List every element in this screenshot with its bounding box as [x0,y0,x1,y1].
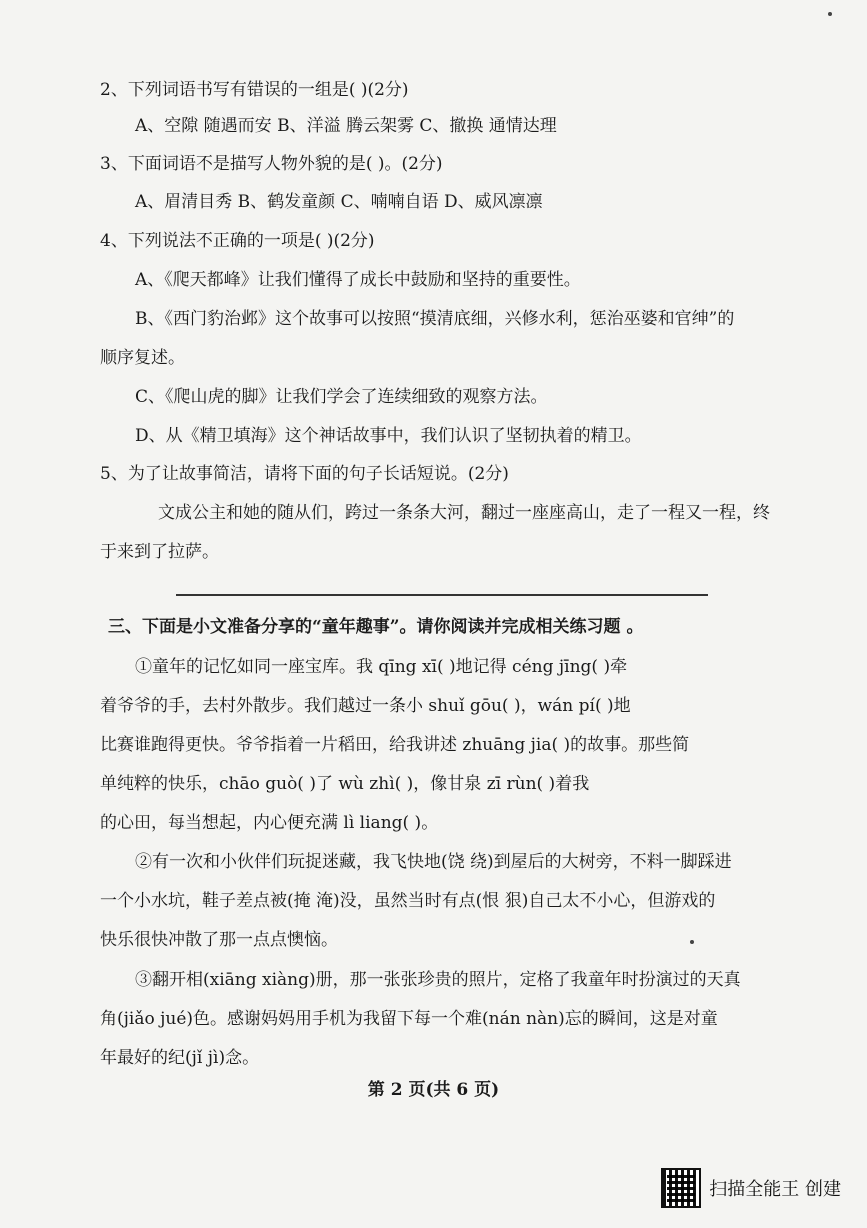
scan-speck [690,940,694,944]
passage-p3-line: 年最好的纪(jǐ jì)念。 [100,1048,260,1068]
q2-stem: 2、下列词语书写有错误的一组是( )(2分) [100,80,409,100]
scan-speck [828,12,832,16]
q3-stem: 3、下面词语不是描写人物外貌的是( )。(2分) [100,154,443,174]
answer-line [176,594,708,596]
q4-option-a: A、《爬天都峰》让我们懂得了成长中鼓励和坚持的重要性。 [135,270,581,290]
passage-p1-line: 单纯粹的快乐，chāo guò( )了 wù zhì( )，像甘泉 zī rùn( )着我 [100,774,590,794]
passage-p2-line: 快乐很快冲散了那一点点懊恼。 [100,930,338,950]
q4-option-d: D、从《精卫填海》这个神话故事中，我们认识了坚韧执着的精卫。 [135,426,642,446]
passage-p1-line: 着爷爷的手，去村外散步。我们越过一条小 shuǐ gōu( )，wán pí( )地 [100,696,631,716]
section3-heading: 三、下面是小文准备分享的“童年趣事”。请你阅读并完成相关练习题 。 [108,617,644,637]
watermark-text: 扫描全能王 创建 [709,1179,841,1200]
q4-stem: 4、下列说法不正确的一项是( )(2分) [100,231,375,251]
q3-options: A、眉清目秀 B、鹤发童颜 C、喃喃自语 D、威风凛凛 [135,192,543,212]
page-number: 第 2 页(共 6 页) [367,1080,500,1100]
scanner-watermark [661,1168,841,1208]
q2-options: A、空隙 随遇而安 B、洋溢 腾云架雾 C、撤换 通情达理 [135,116,557,136]
q4-option-c: C、《爬山虎的脚》让我们学会了连续细致的观察方法。 [135,387,548,407]
q4-option-b: B、《西门豹治邺》这个故事可以按照“摸清底细，兴修水利，惩治巫婆和官绅”的 [135,309,735,329]
passage-p2-line: ②有一次和小伙伴们玩捉迷藏，我飞快地(饶 绕)到屋后的大树旁，不料一脚踩进 [135,852,732,872]
q5-text-1: 文成公主和她的随从们，跨过一条条大河，翻过一座座高山，走了一程又一程，终 [158,503,770,523]
passage-p2-line: 一个小水坑，鞋子差点被(掩 淹)没，虽然当时有点(恨 狠)自己太不小心，但游戏的 [100,891,716,911]
q5-text-2: 于来到了拉萨。 [100,542,219,562]
passage-p3-line: 角(jiǎo jué)色。感谢妈妈用手机为我留下每一个难(nán nàn)忘的瞬间，这是对童 [100,1009,718,1029]
qr-code-icon [661,1168,701,1208]
passage-p3-line: ③翻开相(xiāng xiàng)册，那一张张珍贵的照片，定格了我童年时扮演过的天真 [135,970,741,990]
passage-p1-line: ①童年的记忆如同一座宝库。我 qīng xī( )地记得 céng jīng( )牵 [135,657,628,677]
passage-p1-line: 比赛谁跑得更快。爷爷指着一片稻田，给我讲述 zhuāng jia( )的故事。那些简 [100,735,690,755]
q5-stem: 5、为了让故事简洁，请将下面的句子长话短说。(2分) [100,464,509,484]
q4-option-b-cont: 顺序复述。 [100,348,185,368]
passage-p1-line: 的心田，每当想起，内心便充满 lì liang( )。 [100,813,439,833]
